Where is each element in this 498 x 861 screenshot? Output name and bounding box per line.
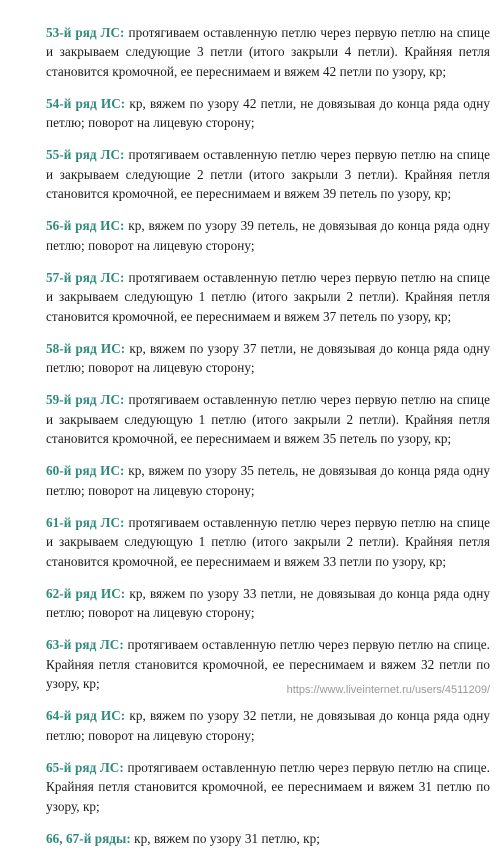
- row-instruction-62: [46, 584, 490, 623]
- row-instruction-57: [46, 268, 490, 326]
- row-instruction-66-67: [46, 829, 490, 848]
- row-instruction-64: [46, 706, 490, 745]
- row-text: кр, вяжем по узору 32 петли, не довязывая до конца ряда одну петлю; поворот на лицевую сторону;: [46, 708, 490, 743]
- row-text: протягиваем оставленную петлю через первую петлю на спице и закрываем следующие 2 петли (итого закрыли 3 петли). Крайняя петля становится кромочной, ее переснимаем и вяжем 39 петель по узору, кр;: [46, 147, 490, 202]
- row-label: 61-й ряд ЛС:: [46, 514, 125, 530]
- row-instruction-58: [46, 339, 490, 378]
- row-text: кр, вяжем по узору 39 петель, не довязывая до конца ряда одну петлю; поворот на лицевую сторону;: [46, 218, 491, 253]
- row-text: кр, вяжем по узору 37 петли, не довязывая до конца ряда одну петлю; поворот на лицевую сторону;: [46, 340, 490, 376]
- row-label: 54-й ряд ИС:: [46, 95, 126, 111]
- row-label: 62-й ряд ИС:: [46, 585, 126, 601]
- document-body: [46, 23, 490, 861]
- row-text: протягиваем оставленную петлю через первую петлю на спице и закрываем следующую 1 петлю (итого закрыли 2 петли). Крайняя петля становится кромочной, ее переснимаем и вяжем 37 петель по узору, кр;: [46, 269, 490, 324]
- row-text: кр, вяжем по узору 33 петли, не довязывая до конца ряда одну петлю; поворот на лицевую сторону;: [46, 585, 490, 621]
- row-label: 56-й ряд ИС:: [46, 218, 125, 234]
- row-text: кр, вяжем по узору 31 петлю, кр;: [130, 830, 320, 846]
- row-text: кр, вяжем по узору 42 петли, не довязывая до конца ряда одну петлю; поворот на лицевую сторону;: [46, 95, 490, 131]
- row-label: 58-й ряд ИС:: [46, 340, 126, 356]
- row-label: 63-й ряд ЛС:: [46, 637, 124, 653]
- row-label: 60-й ряд ИС:: [46, 463, 125, 479]
- row-instruction-65: [46, 758, 490, 816]
- row-instruction-59: [46, 390, 490, 448]
- row-label: 53-й ряд ЛС:: [46, 25, 125, 40]
- row-label: 59-й ряд ЛС:: [46, 392, 125, 408]
- row-text: протягиваем оставленную петлю через первую петлю на спице и закрываем следующие 3 петли (итого закрыли 4 петли). Крайняя петля становится кромочной, ее переснимаем и вяжем 42 петли по узору, кр;: [46, 25, 490, 79]
- watermark-url: https://www.liveinternet.ru/users/4511209/: [286, 684, 490, 696]
- row-instruction-56: [46, 216, 490, 255]
- row-text: протягиваем оставленную петлю через первую петлю на спице. Крайняя петля становится кромочной, ее переснимаем и вяжем 32 петли по узору, кр;: [46, 637, 490, 692]
- row-instruction-61: [46, 513, 490, 571]
- row-text: протягиваем оставленную петлю через первую петлю на спице и закрываем следующую 1 петлю (итого закрыли 2 петли). Крайняя петля становится кромочной, ее переснимаем и вяжем 33 петли по узору, кр;: [46, 514, 490, 569]
- row-instruction-60: [46, 461, 490, 500]
- row-label: 57-й ряд ЛС:: [46, 269, 125, 285]
- row-text: кр, вяжем по узору 35 петель, не довязывая до конца ряда одну петлю; поворот на лицевую сторону;: [46, 463, 491, 498]
- row-instruction-54: [46, 94, 490, 133]
- row-label: 66, 67-й ряды:: [46, 830, 131, 846]
- row-text: протягиваем оставленную петлю через первую петлю на спице. Крайняя петля становится кромочной, ее переснимаем и вяжем 31 петлю по узору, кр;: [46, 759, 490, 814]
- row-label: 55-й ряд ЛС:: [46, 147, 125, 163]
- row-instruction-53: [46, 23, 490, 81]
- row-label: 65-й ряд ЛС:: [46, 759, 124, 775]
- row-instruction-55: [46, 145, 490, 203]
- row-text: протягиваем оставленную петлю через первую петлю на спице и закрываем следующую 1 петлю (итого закрыли 2 петли). Крайняя петля становится кромочной, ее переснимаем и вяжем 35 петель по узору, кр;: [46, 392, 490, 447]
- row-label: 64-й ряд ИС:: [46, 708, 126, 724]
